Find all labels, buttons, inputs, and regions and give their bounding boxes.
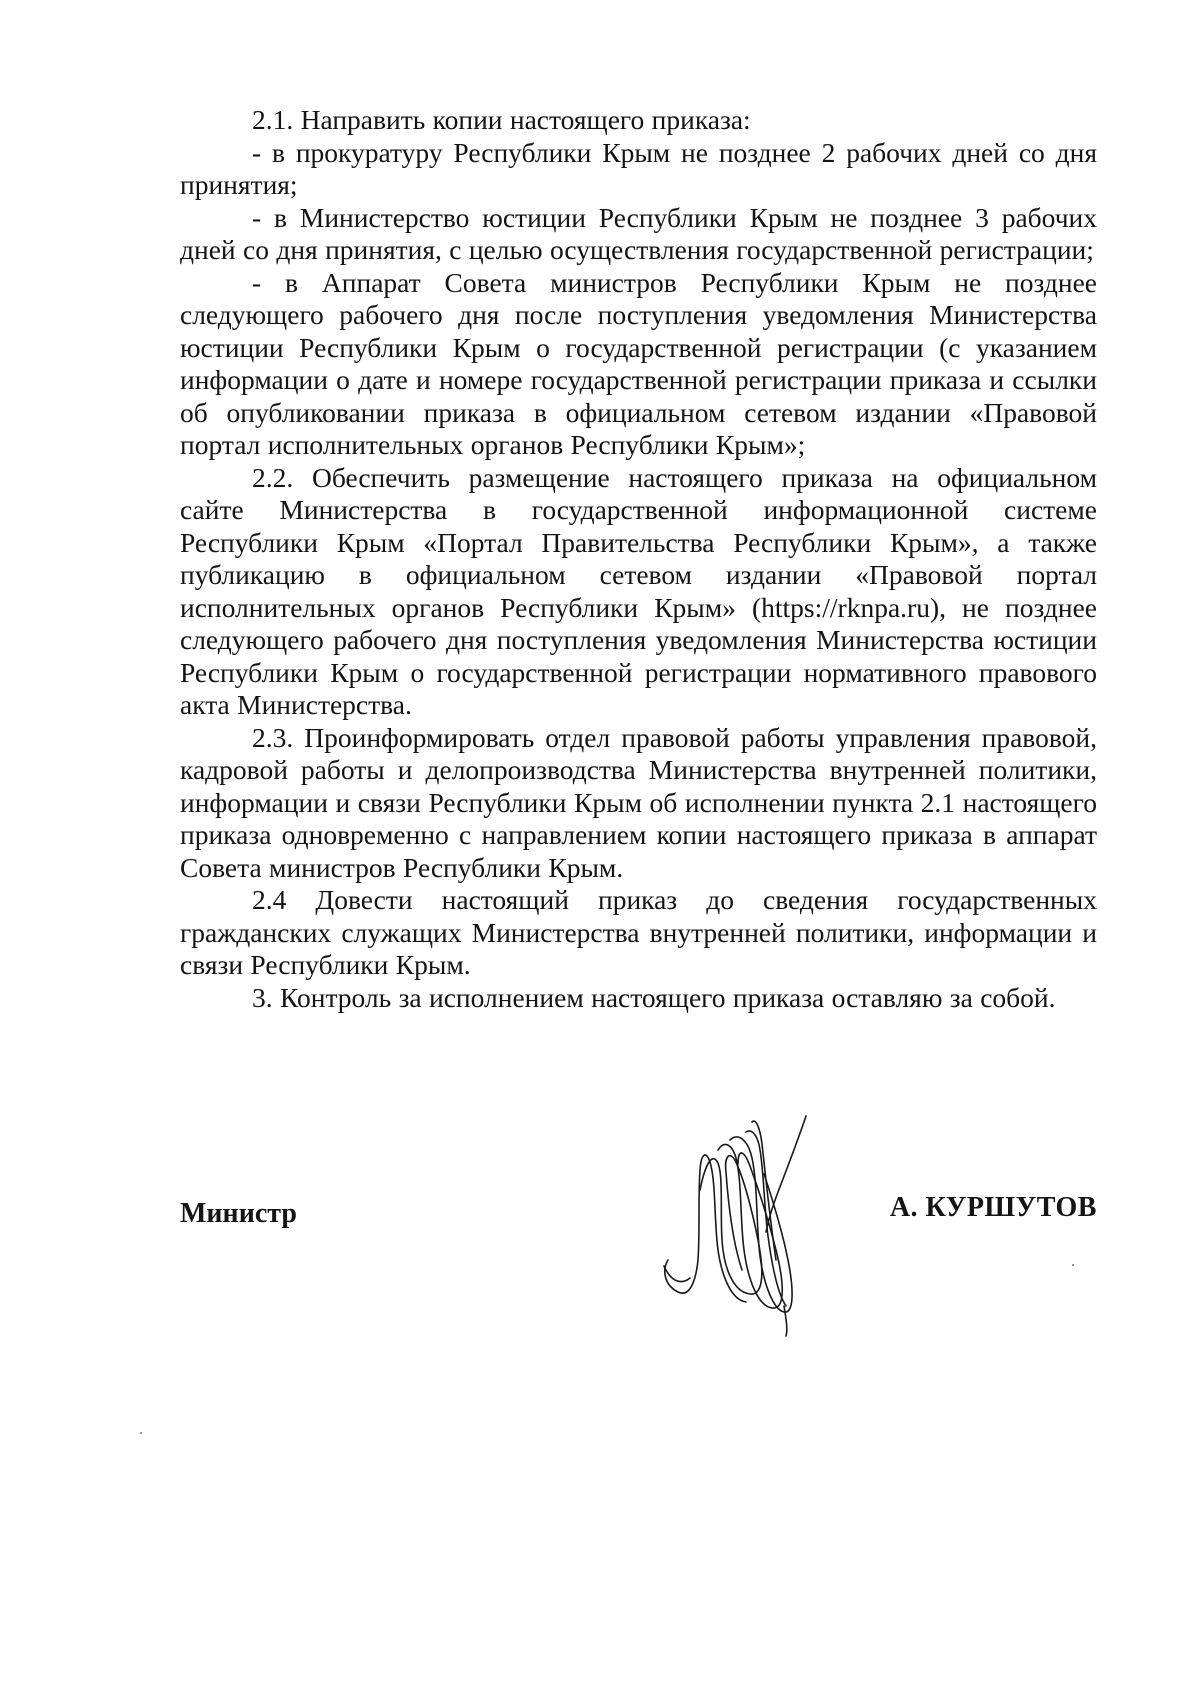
signature-block: [180, 1192, 1097, 1236]
paragraph-2-3: 2.3. Проинформировать отдел правовой работы управления правовой, кадровой работы и делопроизводства Министерства внутренней политики, информации и связи Республики Крым об исполнении пункта 2.1 настоящего приказа одновременно с направлением копии настоящего приказа в аппарат Совета министров Республики Крым.: [180, 721, 1097, 883]
signatory-name: А. КУРШУТОВ: [889, 1192, 1097, 1223]
document-body: [180, 104, 1097, 1014]
paragraph-2-4: 2.4 Довести настоящий приказ до сведения государственных гражданских служащих Министерства внутренней политики, информации и связи Республики Крым.: [180, 884, 1097, 980]
paragraph-2-1-council-apparatus: - в Аппарат Совета министров Республики Крым не позднее следующего рабочего дня после поступления уведомления Министерства юстиции Республики Крым о государственной регистрации (с указанием информации о дате и номере государственной регистрации приказа и ссылки об опубликовании приказа в официальном сетевом издании «Правовой портал исполнительных органов Республики Крым»;: [180, 266, 1097, 460]
paragraph-3: 3. Контроль за исполнением настоящего приказа оставляю за собой.: [252, 981, 1056, 1013]
scan-speck: [140, 1432, 142, 1434]
signatory-title: Министр: [180, 1198, 297, 1229]
paragraph-2-1-prosecutor: - в прокуратуру Республики Крым не позднее 2 рабочих дней со дня принятия;: [180, 136, 1097, 200]
paragraph-2-1: 2.1. Направить копии настоящего приказа:: [252, 104, 751, 135]
handwritten-signature-icon: [660, 1110, 820, 1340]
paragraph-2-2: 2.2. Обеспечить размещение настоящего приказа на официальном сайте Министерства в государственной информационной системе Республики Крым «Портал Правительства Республики Крым», а также публикацию в официальном сетевом издании «Правовой портал исполнительных органов Республики Крым» (https://rknpa.ru), не позднее следующего рабочего дня поступления уведомления Министерства юстиции Республики Крым о государственной регистрации нормативного правового акта Министерства.: [180, 461, 1097, 720]
scan-speck: [1072, 1264, 1074, 1266]
paragraph-2-1-justice-ministry: - в Министерство юстиции Республики Крым не позднее 3 рабочих дней со дня принятия, с целью осуществления государственной регистрации;: [180, 201, 1097, 265]
